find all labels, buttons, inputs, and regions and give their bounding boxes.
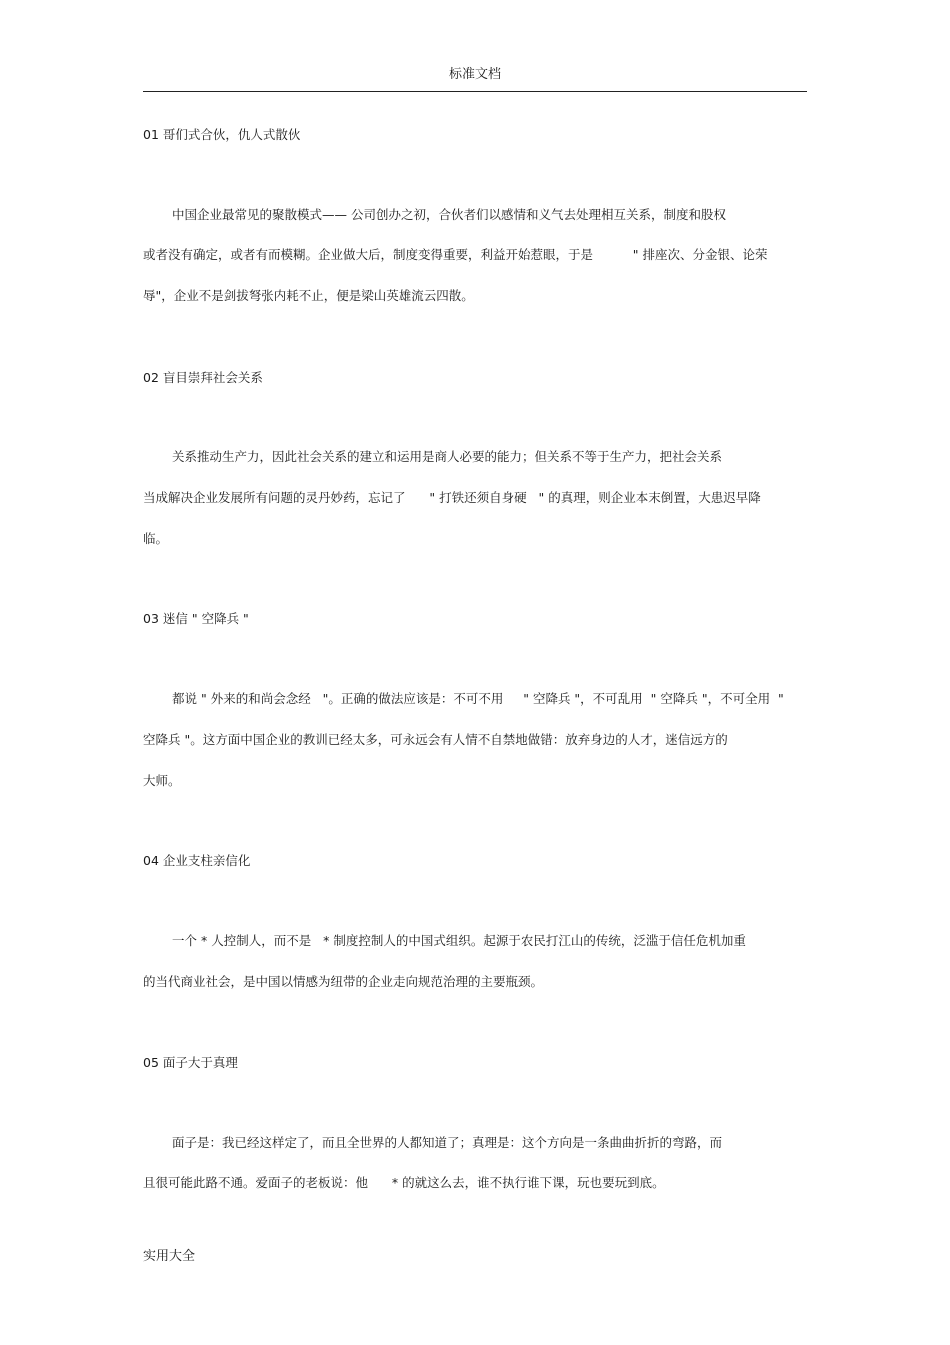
section-heading: 01 哥们式合伙，仇人式散伙	[143, 127, 301, 142]
paragraph-line: 关系推动生产力，因此社会关系的建立和运用是商人必要的能力；但关系不等于生产力，把社会关系	[172, 449, 723, 464]
paragraph-line: 空降兵 "。这方面中国企业的教训已经太多，可永远会有人情不自禁地做错：放弃身边的人才，迷信远方的	[143, 732, 728, 747]
section-heading: 02 盲目崇拜社会关系	[143, 370, 263, 385]
paragraph-line: 的当代商业社会，是中国以情感为纽带的企业走向规范治理的主要瓶颈。	[143, 974, 544, 989]
paragraph-line: 临。	[143, 531, 169, 546]
page-footer-label: 实用大全	[143, 1249, 196, 1264]
paragraph-line: 都说 " 外来的和尚会念经 "。正确的做法应该是：不可不用 " 空降兵 "，不可乱用 " 空降兵 "，不可全用 "	[172, 691, 784, 706]
paragraph-line: 或者没有确定，或者有而模糊。企业做大后，制度变得重要，利益开始惹眼，于是 " 排座次、分金银、论荣	[143, 247, 768, 262]
section-heading: 04 企业支柱亲信化	[143, 853, 251, 868]
paragraph-line: 中国企业最常见的聚散模式—— 公司创办之初，合伙者们以感情和义气去处理相互关系，制度和股权	[172, 207, 726, 222]
section-heading: 03 迷信 " 空降兵 "	[143, 611, 249, 626]
page-header-title: 标准文档	[448, 67, 501, 82]
paragraph-line: 且很可能此路不通。爱面子的老板说：他 * 的就这么去，谁不执行谁下课，玩也要玩到底。	[143, 1175, 665, 1190]
section-heading: 05 面子大于真理	[143, 1055, 238, 1070]
paragraph-line: 辱"，企业不是剑拔弩张内耗不止，便是梁山英雄流云四散。	[143, 288, 474, 303]
header-divider	[143, 91, 807, 92]
paragraph-line: 大师。	[143, 773, 181, 788]
paragraph-line: 一个 * 人控制人，而不是 * 制度控制人的中国式组织。起源于农民打江山的传统，泛滥于信任危机加重	[172, 933, 746, 948]
paragraph-line: 当成解决企业发展所有问题的灵丹妙药，忘记了 " 打铁还须自身硬 " 的真理，则企业本末倒置，大患迟早降	[143, 490, 761, 505]
paragraph-line: 面子是：我已经这样定了，而且全世界的人都知道了；真理是：这个方向是一条曲曲折折的弯路，而	[172, 1135, 723, 1150]
